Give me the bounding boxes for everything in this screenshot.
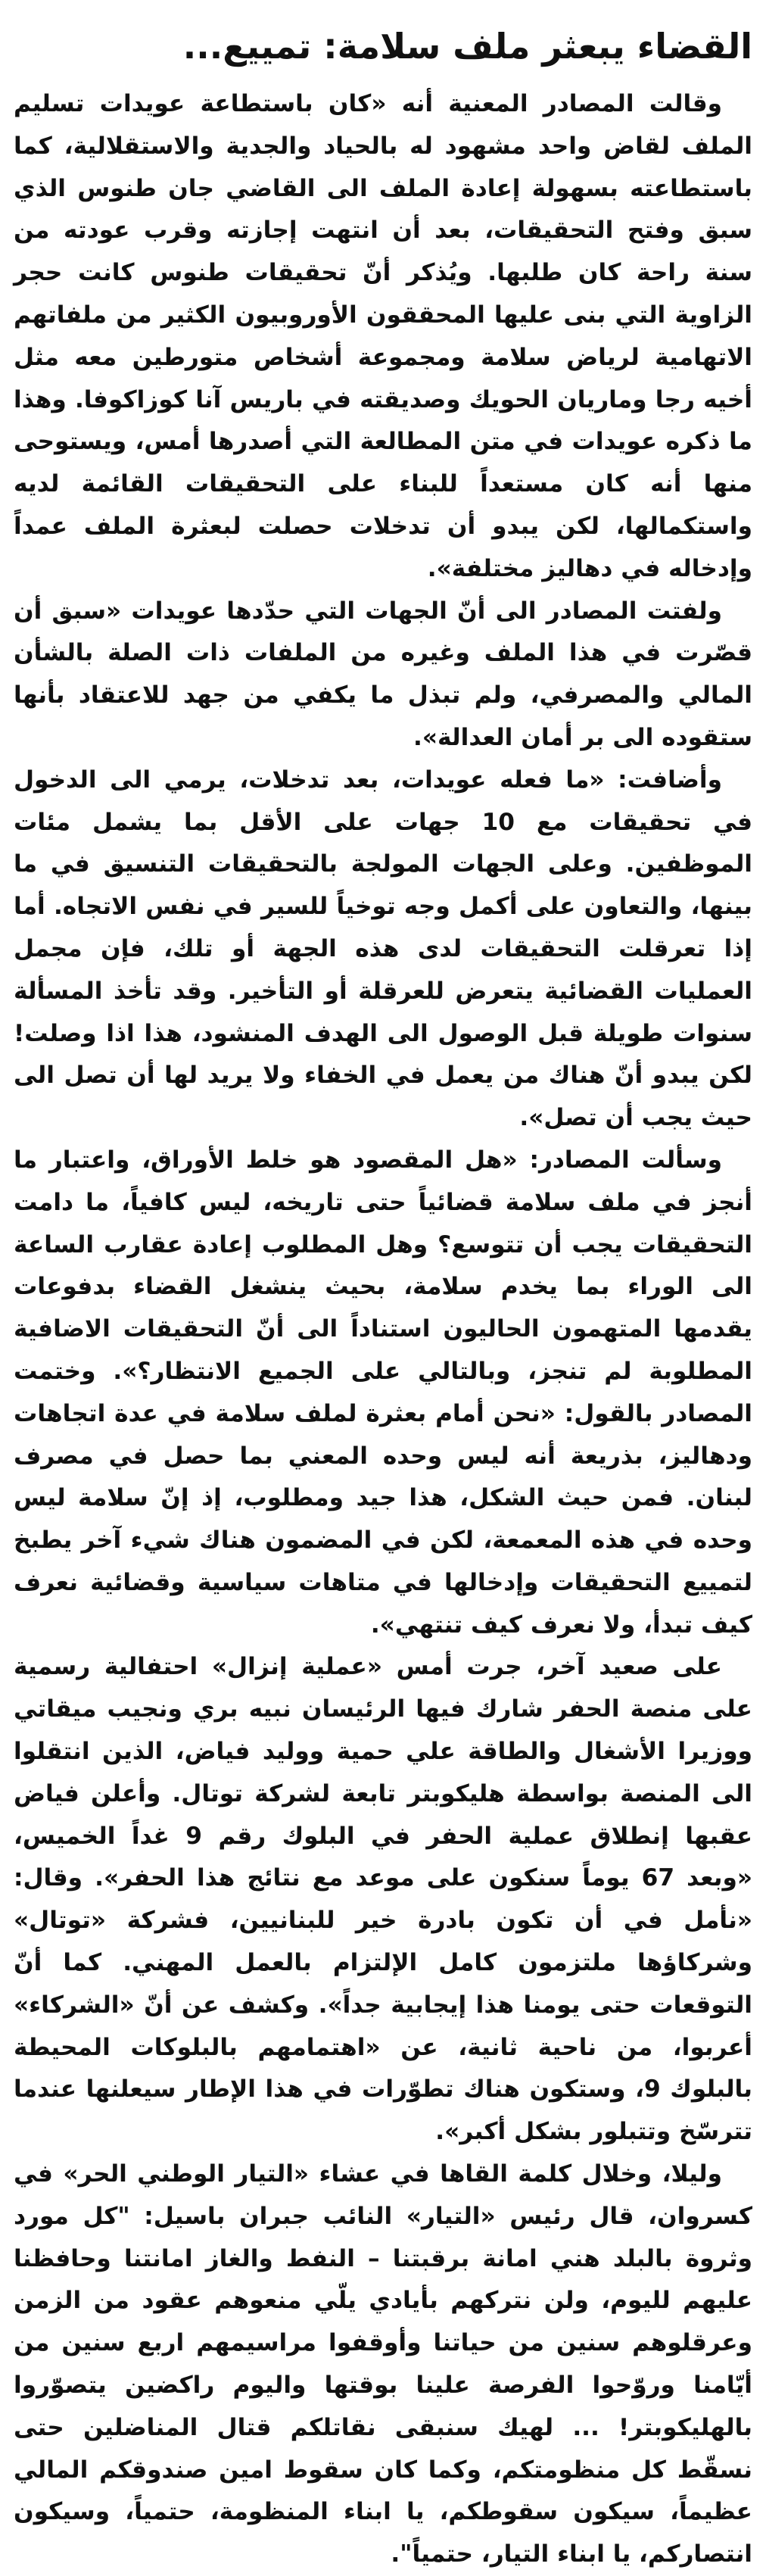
article-body bbox=[14, 83, 752, 2576]
paragraph-4: وسألت المصادر: «هل المقصود هو خلط الأوراق، واعتبار ما أنجز في ملف سلامة قضائياً حتى تاريخه، ليس كافياً، ما دامت التحقيقات يجب أن تتوسع؟ وهل المطلوب إعادة عقارب الساعة الى الوراء بما يخدم سلامة، بحيث ينشغل القضاء بدفوعات يقدمها المتهمون الحاليون استناداً الى أنّ التحقيقات الاضافية المطلوبة لم تنجز، وبالتالي على الجميع الانتظار؟». وختمت المصادر بالقول: «نحن أمام بعثرة لملف سلامة في عدة اتجاهات ودهاليز، بذريعة أنه ليس وحده المعني بما حصل في مصرف لبنان. فمن حيث الشكل، هذا جيد ومطلوب، إذ إنّ سلامة ليس وحده في هذه المعمعة، لكن في المضمون هناك شيء آخر يطبخ لتمييع التحقيقات وإدخالها في متاهات سياسية وقضائية نعرف كيف تبدأ، ولا نعرف كيف تنتهي». bbox=[14, 1146, 752, 1639]
paragraph-2: ولفتت المصادر الى أنّ الجهات التي حدّدها عويدات «سبق أن قصّرت في هذا الملف وغيره من الملفات ذات الصلة بالشأن المالي والمصرفي، ولم تبذل ما يكفي من جهد للاعتقاد بأنها ستقوده الى بر أمان العدالة». bbox=[14, 597, 752, 751]
paragraph-6: وليلا، وخلال كلمة القاها في عشاء «التيار الوطني الحر» في كسروان، قال رئيس «التيار» النائب جبران باسيل: "كل مورد وثروة بالبلد هني امانة برقبتنا – النفط والغاز امانتنا وحافظنا عليهم لليوم، ولن نتركهم بأيادي يلّي منعوهم عقود من الزمن وعرقلوهم سنين من حياتنا وأوقفوا مراسيمهم اربع سنين من أيّامنا وروّحوا الفرصة علينا بوقتها واليوم راكضين يتصوّروا بالهليكوبتر! ... لهيك سنبقى نقاتلكم قتال المناضلين حتى نسقّط كل منظومتكم، وكما كان سقوط امين صندوقكم المالي عظيماً، سيكون سقوطكم، يا ابناء المنظومة، حتمياً، وسيكون انتصاركم، يا ابناء التيار، حتمياً". bbox=[14, 2160, 752, 2568]
paragraph-5: على صعيد آخر، جرت أمس «عملية إنزال» احتفالية رسمية على منصة الحفر شارك فيها الرئيسان نبيه بري ونجيب ميقاتي ووزيرا الأشغال والطاقة علي حمية ووليد فياض، الذين انتقلوا الى المنصة بواسطة هليكوبتر تابعة لشركة توتال. وأعلن فياض عقبها إنطلاق عملية الحفر في البلوك رقم 9 غداً الخميس، «وبعد 67 يوماً سنكون على موعد مع نتائج هذا الحفر». وقال: «نأمل في أن تكون بادرة خير للبنانيين، فشركة «توتال» وشركاؤها ملتزمون كامل الإلتزام بالعمل المهني. كما أنّ التوقعات حتى يومنا هذا إيجابية جداً». وكشف عن أنّ «الشركاء» أعربوا، من ناحية ثانية، عن «اهتمامهم بالبلوكات المحيطة بالبلوك 9، وستكون هناك تطوّرات في هذا الإطار سيعلنها عندما تترسّخ وتتبلور بشكل أكبر». bbox=[14, 1653, 752, 2146]
paragraph-3: وأضافت: «ما فعله عويدات، بعد تدخلات، يرمي الى الدخول في تحقيقات مع 10 جهات على الأقل بما يشمل مئات الموظفين. وعلى الجهات المولجة بالتحقيقات التنسيق في ما بينها، والتعاون على أكمل وجه توخياً للسير في نفس الاتجاه. أما إذا تعرقلت التحقيقات لدى هذه الجهة أو تلك، فإن مجمل العمليات القضائية يتعرض للعرقلة أو التأخير. وقد تأخذ المسألة سنوات طويلة قبل الوصول الى الهدف المنشود، هذا اذا وصلت! لكن يبدو أنّ هناك من يعمل في الخفاء ولا يريد لها أن تصل الى حيث يجب أن تصل». bbox=[14, 766, 752, 1132]
paragraph-1: وقالت المصادر المعنية أنه «كان باستطاعة عويدات تسليم الملف لقاض واحد مشهود له بالحياد والجدية والاستقلالية، كما باستطاعته بسهولة إعادة الملف الى القاضي جان طنوس الذي سبق وفتح التحقيقات، بعد أن انتهت إجازته وقرب عودته من سنة راحة كان طلبها. ويُذكر أنّ تحقيقات طنوس كانت حجر الزاوية التي بنى عليها المحققون الأوروبيون الكثير من ملفاتهم الاتهامية لرياض سلامة ومجموعة أشخاص متورطين معه مثل أخيه رجا وماريان الحويك وصديقته في باريس آنا كوزاكوفا. وهذا ما ذكره عويدات في متن المطالعة التي أصدرها أمس، ويستوحى منها أنه كان مستعداً للبناء على التحقيقات القائمة لديه واستكمالها، لكن يبدو أن تدخلات حصلت لبعثرة الملف عمداً وإدخاله في دهاليز مختلفة». bbox=[14, 90, 752, 582]
headline: القضاء يبعثر ملف سلامة: تمييع... bbox=[182, 26, 752, 67]
